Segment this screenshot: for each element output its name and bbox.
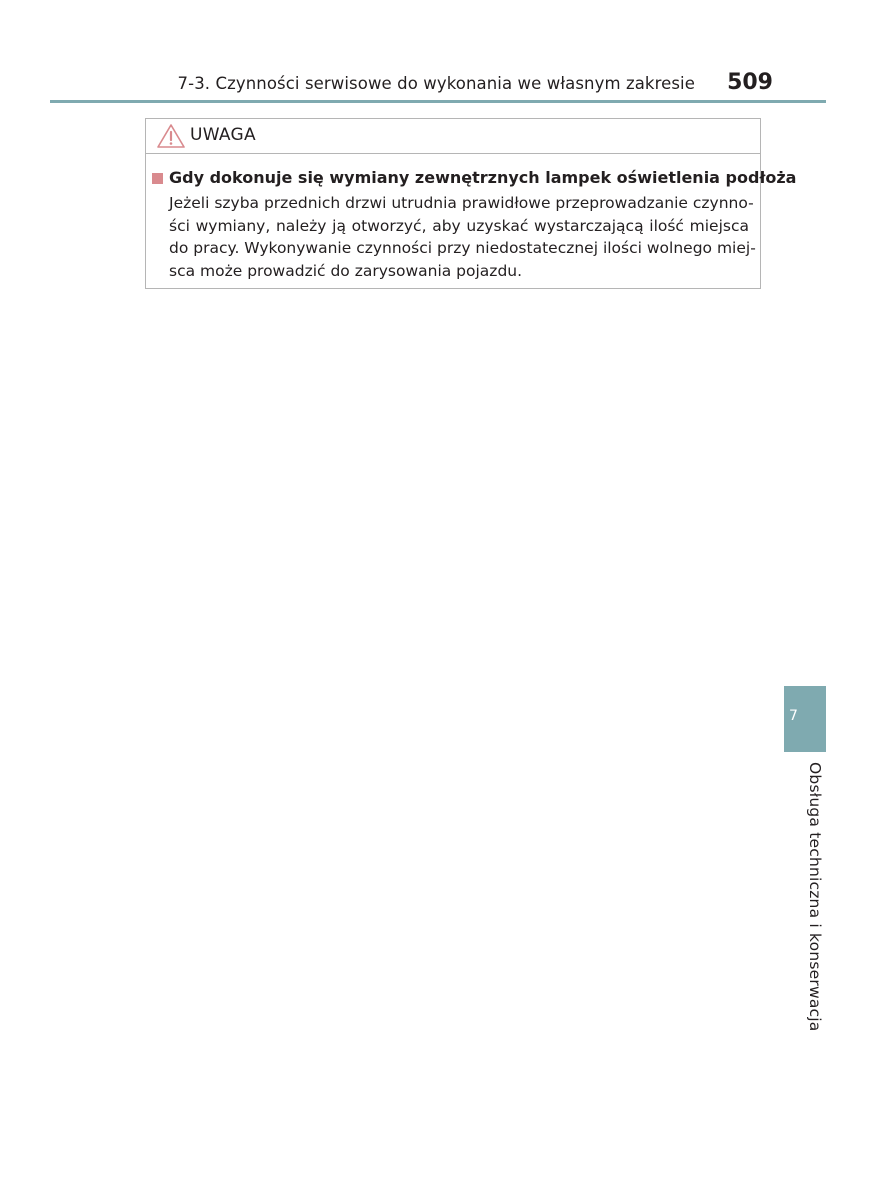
caution-item-heading: Gdy dokonuje się wymiany zewnętrznych lampek oświetlenia podłoża bbox=[169, 168, 797, 187]
caution-item-body bbox=[169, 192, 756, 282]
warning-triangle-icon bbox=[156, 123, 186, 149]
page-number: 509 bbox=[727, 70, 773, 95]
caution-box bbox=[145, 118, 797, 289]
caution-label: UWAGA bbox=[190, 125, 256, 145]
body-line: sca może prowadzić do zarysowania pojazdu. bbox=[169, 261, 523, 280]
body-line: do pracy. Wykonywanie czynności przy niedostatecznej ilości wolnego miej- bbox=[169, 239, 756, 258]
body-line: ści wymiany, należy ją otworzyć, aby uzyskać wystarczającą ilość miejsca bbox=[169, 216, 749, 235]
chapter-number: 7 bbox=[789, 708, 798, 724]
body-line: Jeżeli szyba przednich drzwi utrudnia prawidłowe przeprowadzanie czynno- bbox=[169, 194, 754, 212]
chapter-tab bbox=[784, 686, 826, 752]
chapter-title: Obsługa techniczna i konserwacja bbox=[806, 762, 824, 1032]
section-title: 7-3. Czynności serwisowe do wykonania we własnym zakresie bbox=[177, 74, 695, 93]
caution-header bbox=[146, 119, 760, 154]
header-divider bbox=[50, 100, 826, 103]
bullet-square-icon bbox=[152, 173, 163, 184]
